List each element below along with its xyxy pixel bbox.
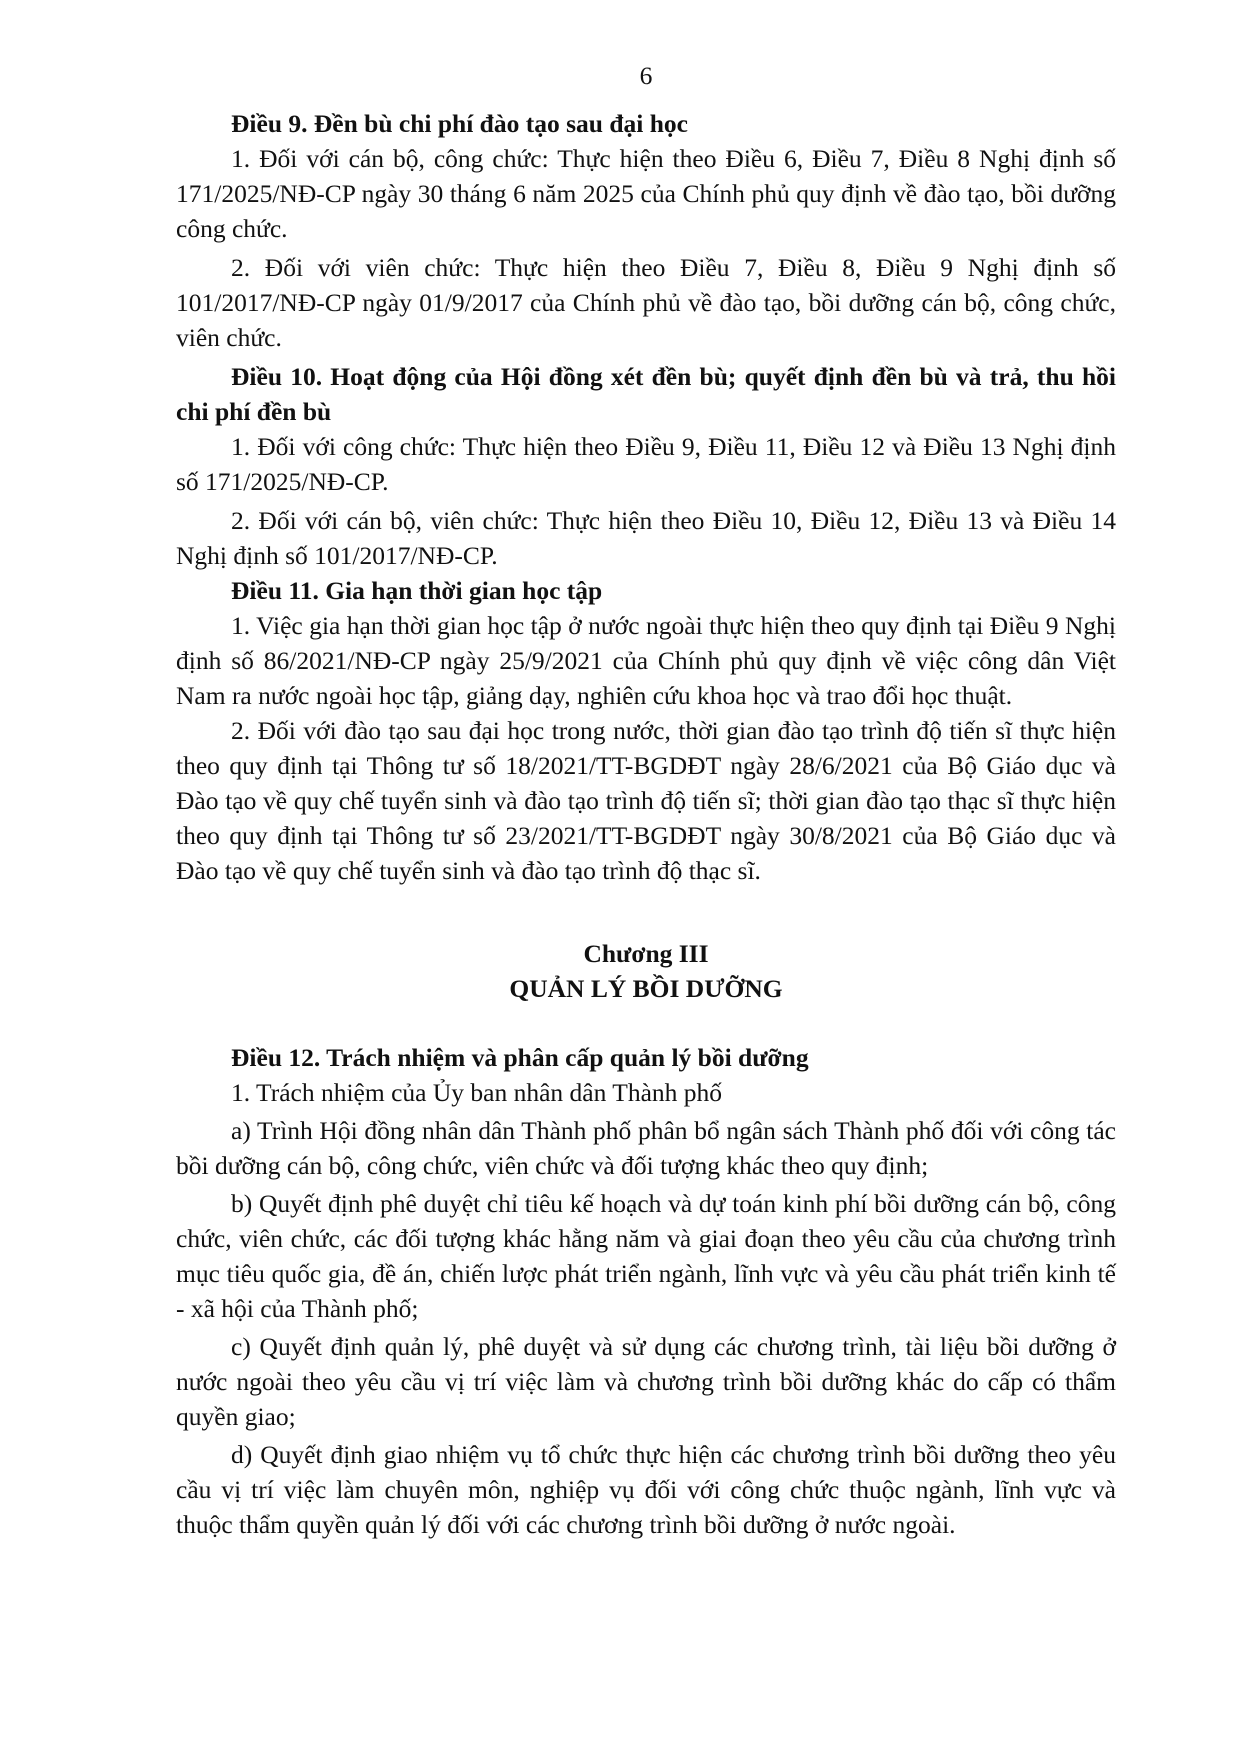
article-clause: 2. Đối với viên chức: Thực hiện theo Điều 7, Điều 8, Điều 9 Nghị định số 101/2017/NĐ-CP ngày 01/9/2017 của Chính phủ về đào tạo, bồi dưỡng cán bộ, công chức, viên chức. bbox=[176, 253, 1116, 352]
article-clause: 1. Đối với cán bộ, công chức: Thực hiện theo Điều 6, Điều 7, Điều 8 Nghị định số 171/2025/NĐ-CP ngày 30 tháng 6 năm 2025 của Chính phủ quy định về đào tạo, bồi dưỡng công chức. bbox=[176, 144, 1116, 243]
article-subheading: 1. Trách nhiệm của Ủy ban nhân dân Thành phố bbox=[231, 1078, 723, 1107]
article-clause: 2. Đối với cán bộ, viên chức: Thực hiện theo Điều 10, Điều 12, Điều 13 và Điều 14 Nghị định số 101/2017/NĐ-CP. bbox=[176, 506, 1116, 570]
article-clause: c) Quyết định quản lý, phê duyệt và sử dụng các chương trình, tài liệu bồi dưỡng ở nước ngoài theo yêu cầu vị trí việc làm và chương trình bồi dưỡng khác do cấp có thẩm quyền giao; bbox=[176, 1332, 1116, 1431]
chapter-heading bbox=[176, 936, 1116, 1006]
article-clause: b) Quyết định phê duyệt chỉ tiêu kế hoạch và dự toán kinh phí bồi dưỡng cán bộ, công chức, viên chức, các đối tượng khác hằng năm và giai đoạn theo yêu cầu của chương trình mục tiêu quốc gia, đề án, chiến lược phát triển ngành, lĩnh vực và yêu cầu phát triển kinh tế - xã hội của Thành phố; bbox=[176, 1189, 1116, 1323]
document-body bbox=[176, 106, 1116, 1542]
chapter-title: QUẢN LÝ BỒI DƯỠNG bbox=[509, 974, 783, 1003]
page-number: 6 bbox=[639, 61, 653, 90]
article-clause: 1. Việc gia hạn thời gian học tập ở nước ngoài thực hiện theo quy định tại Điều 9 Nghị định số 86/2021/NĐ-CP ngày 25/9/2021 của Chính phủ quy định về việc công dân Việt Nam ra nước ngoài học tập, giảng dạy, nghiên cứu khoa học và trao đổi học thuật. bbox=[176, 611, 1116, 710]
article-10 bbox=[176, 359, 1116, 573]
article-clause: 2. Đối với đào tạo sau đại học trong nước, thời gian đào tạo trình độ tiến sĩ thực hiện theo quy định tại Thông tư số 18/2021/TT-BGDĐT ngày 28/6/2021 của Bộ Giáo dục và Đào tạo về quy chế tuyển sinh và đào tạo trình độ tiến sĩ; thời gian đào tạo thạc sĩ thực hiện theo quy định tại Thông tư số 23/2021/TT-BGDĐT ngày 30/8/2021 của Bộ Giáo dục và Đào tạo về quy chế tuyển sinh và đào tạo trình độ thạc sĩ. bbox=[176, 716, 1116, 885]
chapter-number: Chương III bbox=[583, 939, 709, 968]
article-heading: Điều 12. Trách nhiệm và phân cấp quản lý bồi dưỡng bbox=[231, 1043, 809, 1072]
article-clause: d) Quyết định giao nhiệm vụ tổ chức thực hiện các chương trình bồi dưỡng theo yêu cầu vị trí việc làm chuyên môn, nghiệp vụ đối với công chức thuộc ngành, lĩnh vực và thuộc thẩm quyền quản lý đối với các chương trình bồi dưỡng ở nước ngoài. bbox=[176, 1440, 1116, 1539]
article-heading: Điều 11. Gia hạn thời gian học tập bbox=[231, 576, 603, 605]
article-clause: 1. Đối với công chức: Thực hiện theo Điều 9, Điều 11, Điều 12 và Điều 13 Nghị định số 171/2025/NĐ-CP. bbox=[176, 432, 1116, 496]
article-12 bbox=[176, 1040, 1116, 1542]
article-heading: Điều 9. Đền bù chi phí đào tạo sau đại học bbox=[231, 109, 688, 138]
article-11 bbox=[176, 573, 1116, 888]
article-clause: a) Trình Hội đồng nhân dân Thành phố phân bổ ngân sách Thành phố đối với công tác bồi dưỡng cán bộ, công chức, viên chức và đối tượng khác theo quy định; bbox=[176, 1116, 1116, 1180]
article-heading: Điều 10. Hoạt động của Hội đồng xét đền bù; quyết định đền bù và trả, thu hồi chi phí đền bù bbox=[176, 362, 1116, 426]
article-9 bbox=[176, 106, 1116, 355]
